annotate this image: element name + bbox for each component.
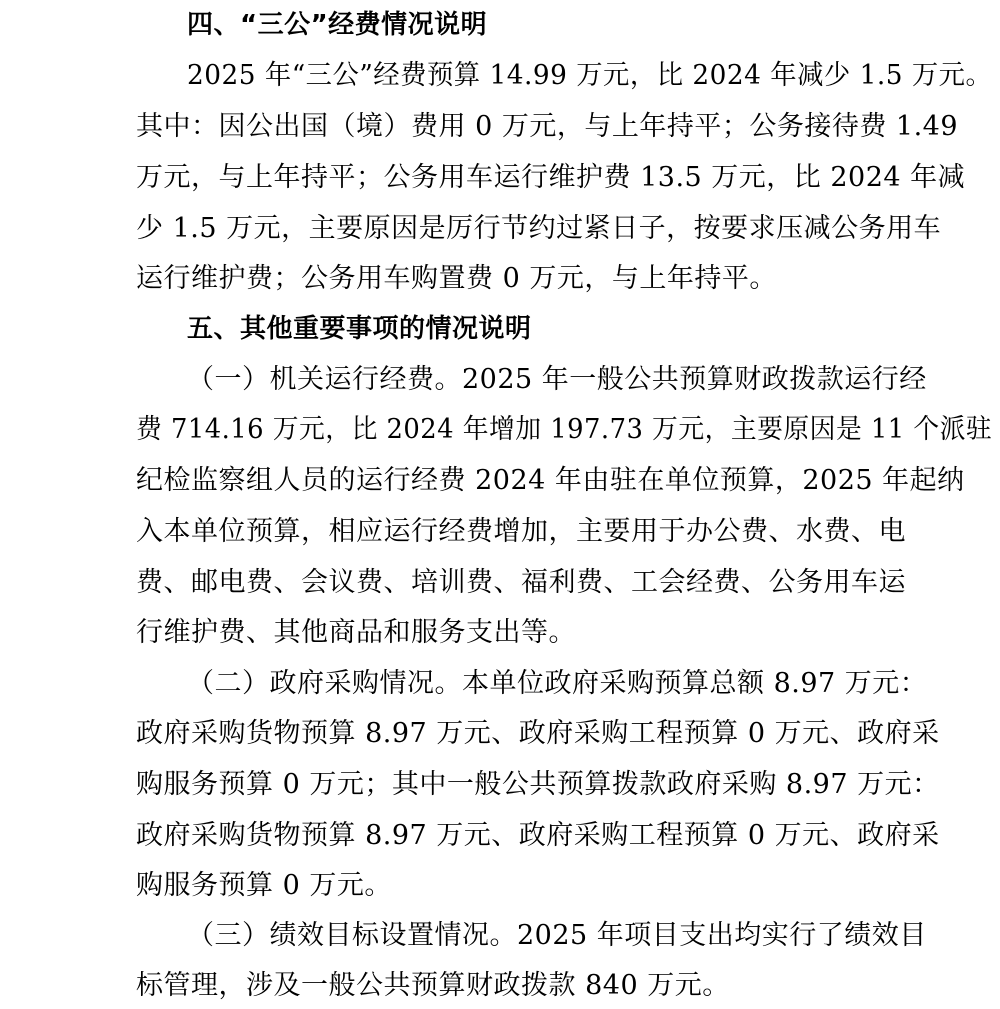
item1-line-2: 费 714.16 万元，比 2024 年增加 197.73 万元，主要原因是 11 个派驻 (136, 414, 993, 445)
item1-line-6: 行维护费、其他商品和服务支出等。 (136, 617, 576, 648)
section4-line-3: 万元，与上年持平；公务用车运行维护费 13.5 万元，比 2024 年减 (136, 162, 966, 193)
section4-line-4: 少 1.5 万元，主要原因是厉行节约过紧日子，按要求压减公务用车 (136, 213, 942, 244)
item1-line-5: 费、邮电费、会议费、培训费、福利费、工会经费、公务用车运 (136, 567, 906, 598)
item2-line-5: 购服务预算 0 万元。 (136, 870, 392, 901)
item2-line-3: 购服务预算 0 万元；其中一般公共预算拨款政府采购 8.97 万元： (136, 769, 940, 800)
section4-heading: 四、“三公”经费情况说明 (187, 10, 488, 40)
item3-line-2: 标管理，涉及一般公共预算财政拨款 840 万元。 (136, 970, 730, 1001)
section5-heading: 五、其他重要事项的情况说明 (187, 314, 532, 344)
section4-line-1: 2025 年“三公”经费预算 14.99 万元，比 2024 年减少 1.5 万元。 (187, 60, 993, 91)
item1-line-1: （一）机关运行经费。2025 年一般公共预算财政拨款运行经 (187, 364, 927, 395)
item2-line-4: 政府采购货物预算 8.97 万元、政府采购工程预算 0 万元、政府采 (136, 820, 940, 851)
item3-line-1: （三）绩效目标设置情况。2025 年项目支出均实行了绩效目 (187, 920, 927, 951)
item2-line-1: （二）政府采购情况。本单位政府采购预算总额 8.97 万元： (187, 668, 928, 699)
section4-line-5: 运行维护费；公务用车购置费 0 万元，与上年持平。 (136, 263, 777, 294)
item2-line-2: 政府采购货物预算 8.97 万元、政府采购工程预算 0 万元、政府采 (136, 718, 940, 749)
item1-line-4: 入本单位预算，相应运行经费增加，主要用于办公费、水费、电 (136, 516, 906, 547)
item1-line-3: 纪检监察组人员的运行经费 2024 年由驻在单位预算，2025 年起纳 (136, 465, 965, 496)
section4-line-2: 其中：因公出国（境）费用 0 万元，与上年持平；公务接待费 1.49 (136, 111, 959, 142)
